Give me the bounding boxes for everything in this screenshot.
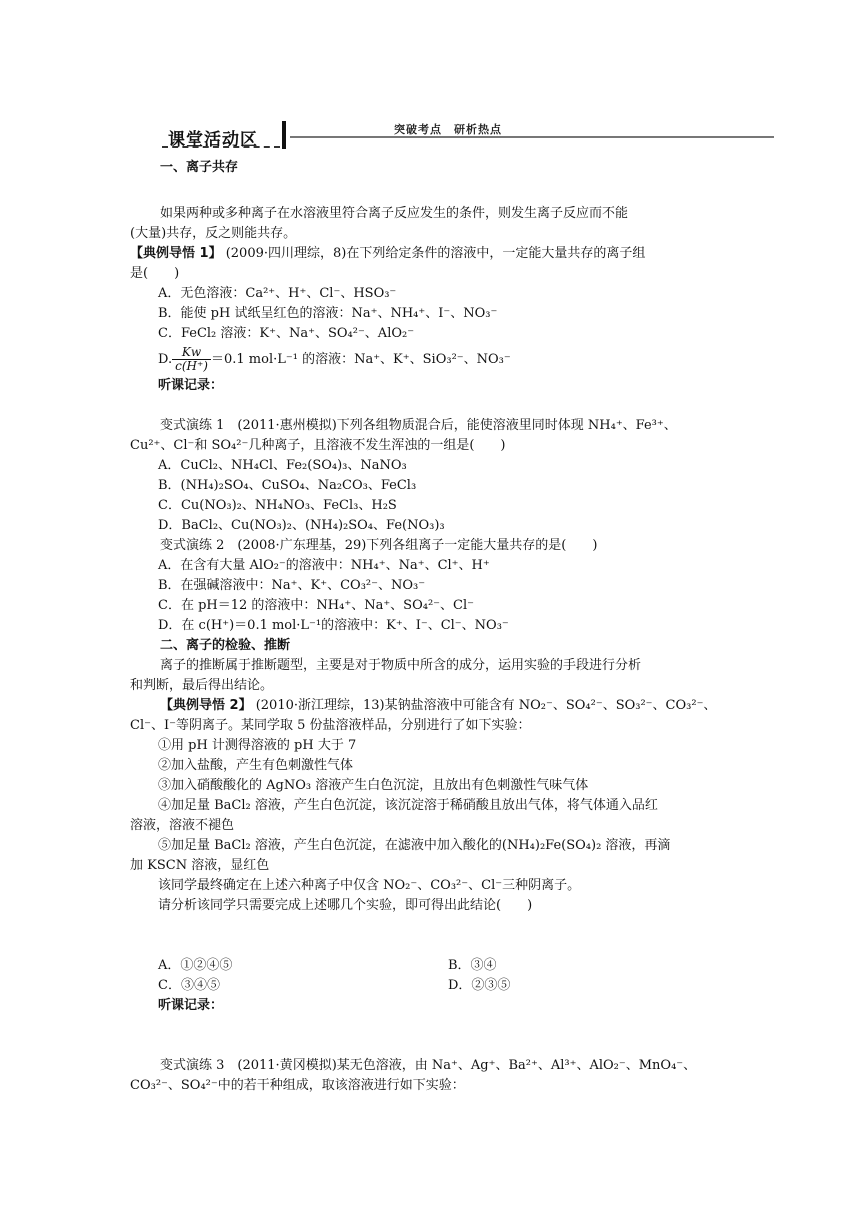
notes-label: 听课记录： [158, 378, 224, 393]
example-2-label: 【典例导悟 2】 [160, 698, 252, 713]
options-row [130, 956, 734, 976]
banner-subtitle: 突破考点 研析热点 [394, 123, 502, 136]
fraction-numerator: Kw [172, 346, 211, 360]
option-a: A．无色溶液：Ca²⁺、H⁺、Cl⁻、HSO₃⁻ [158, 286, 397, 301]
section-banner [162, 117, 774, 151]
banner-divider-bar [282, 121, 286, 149]
example-1-stem-text: (2009·四川理综，8)在下列给定条件的溶液中，一定能大量共存的离子组 [221, 246, 646, 261]
drill-1-label: 变式演练 1 [160, 418, 225, 433]
option-c: C．FeCl₂ 溶液：K⁺、Na⁺、SO₄²⁻、AlO₂⁻ [158, 326, 415, 341]
drill-1-stem-cont: Cu²⁺、Cl⁻和 SO₄²⁻几种离子，且溶液不发生浑浊的一组是( ) [130, 438, 506, 453]
drill-1-stem-text: (2011·惠州模拟)下列各组物质混合后，能使溶液里同时体现 NH₄⁺、Fe³⁺、 [224, 418, 677, 433]
example-2-stem-cont: Cl⁻、I⁻等阴离子。某同学取 5 份盐溶液样品，分别进行了如下实验： [130, 718, 531, 733]
example-1-stem [130, 244, 734, 264]
option-b: B．能使 pH 试纸呈红色的溶液：Na⁺、NH₄⁺、I⁻、NO₃⁻ [158, 306, 498, 321]
example-1-stem-cont: 是( ) [130, 266, 180, 281]
option-b: B．③④ [448, 958, 497, 973]
option-d: D．BaCl₂、Cu(NO₃)₂、(NH₄)₂SO₄、Fe(NO₃)₃ [158, 518, 445, 533]
drill-3-label: 变式演练 3 [160, 1058, 225, 1073]
kw-fraction [172, 346, 211, 373]
drill-2-stem [130, 536, 734, 556]
experiment-3: ③加入硝酸酸化的 AgNO₃ 溶液产生白色沉淀，且放出有色刺激性气味气体 [158, 778, 589, 793]
fraction-denominator: c(H⁺) [175, 359, 208, 373]
drill-3-stem [130, 1056, 734, 1076]
drill-2-stem-text: (2008·广东理基，29)下列各组离子一定能大量共存的是( ) [224, 538, 598, 553]
experiment-4-cont: 溶液，溶液不褪色 [130, 818, 235, 833]
option-c: C．③④⑤ [158, 978, 220, 993]
section-intro-line: 离子的推断属于推断题型，主要是对于物质中所含的成分，运用实验的手段进行分析 [160, 658, 642, 673]
option-d-prefix: D. [158, 352, 173, 367]
experiment-2: ②加入盐酸，产生有色刺激性气体 [158, 758, 354, 773]
banner-rule [290, 136, 774, 138]
option-a: A．在含有大量 AlO₂⁻的溶液中：NH₄⁺、Na⁺、Cl⁺、H⁺ [158, 558, 490, 573]
example-2-stem [130, 696, 734, 716]
banner-title-underline [162, 146, 280, 148]
option-b: B．(NH₄)₂SO₄、CuSO₄、Na₂CO₃、FeCl₃ [158, 478, 417, 493]
example-1-label: 【典例导悟 1】 [130, 246, 222, 261]
experiment-5: ⑤加足量 BaCl₂ 溶液，产生白色沉淀，在滤液中加入酸化的(NH₄)₂Fe(SO₄)₂ 溶液，再滴 [158, 838, 671, 853]
question-text: 请分析该同学只需要完成上述哪几个实验，即可得出此结论( ) [158, 898, 533, 913]
notes-label: 听课记录： [158, 998, 224, 1013]
option-b: B．在强碱溶液中：Na⁺、K⁺、CO₃²⁻、NO₃⁻ [158, 578, 426, 593]
option-a: A．①②④⑤ [158, 958, 233, 973]
section-heading-ion-coexistence: 一、离子共存 [160, 160, 239, 175]
drill-3-stem-cont: CO₃²⁻、SO₄²⁻中的若干种组成，取该溶液进行如下实验： [130, 1078, 465, 1093]
option-d: D．②③⑤ [448, 978, 511, 993]
option-d [130, 344, 734, 376]
drill-3-stem-text: (2011·黄冈模拟)某无色溶液，由 Na⁺、Ag⁺、Ba²⁺、Al³⁺、AlO₂⁻、MnO₄⁻、 [224, 1058, 697, 1073]
option-d-text: ＝0.1 mol·L⁻¹ 的溶液：Na⁺、K⁺、SiO₃²⁻、NO₃⁻ [210, 352, 511, 367]
banner-title: 课堂活动区 [168, 130, 258, 150]
page-content [130, 158, 734, 1096]
option-c: C．Cu(NO₃)₂、NH₄NO₃、FeCl₃、H₂S [158, 498, 397, 513]
section-intro-line: (大量)共存，反之则能共存。 [130, 226, 297, 241]
section-intro-line: 和判断，最后得出结论。 [130, 678, 274, 693]
section-intro-line: 如果两种或多种离子在水溶液里符合离子反应发生的条件，则发生离子反应而不能 [160, 206, 629, 221]
drill-1-stem [130, 416, 734, 436]
option-d: D．在 c(H⁺)＝0.1 mol·L⁻¹的溶液中：K⁺、I⁻、Cl⁻、NO₃⁻ [158, 618, 509, 633]
option-a: A．CuCl₂、NH₄Cl、Fe₂(SO₄)₃、NaNO₃ [158, 458, 407, 473]
conclusion-text: 该同学最终确定在上述六种离子中仅含 NO₂⁻、CO₃²⁻、Cl⁻三种阴离子。 [158, 878, 581, 893]
options-row [130, 976, 734, 996]
section-heading-ion-detection: 二、离子的检验、推断 [160, 638, 291, 653]
example-2-stem-text: (2010·浙江理综，13)某钠盐溶液中可能含有 NO₂⁻、SO₄²⁻、SO₃²⁻、CO₃²⁻、 [251, 698, 717, 713]
experiment-5-cont: 加 KSCN 溶液，显红色 [130, 858, 270, 873]
drill-2-label: 变式演练 2 [160, 538, 225, 553]
experiment-4: ④加足量 BaCl₂ 溶液，产生白色沉淀，该沉淀溶于稀硝酸且放出气体，将气体通入品红 [158, 798, 658, 813]
experiment-1: ①用 pH 计测得溶液的 pH 大于 7 [158, 738, 357, 753]
option-c: C．在 pH＝12 的溶液中：NH₄⁺、Na⁺、SO₄²⁻、Cl⁻ [158, 598, 474, 613]
